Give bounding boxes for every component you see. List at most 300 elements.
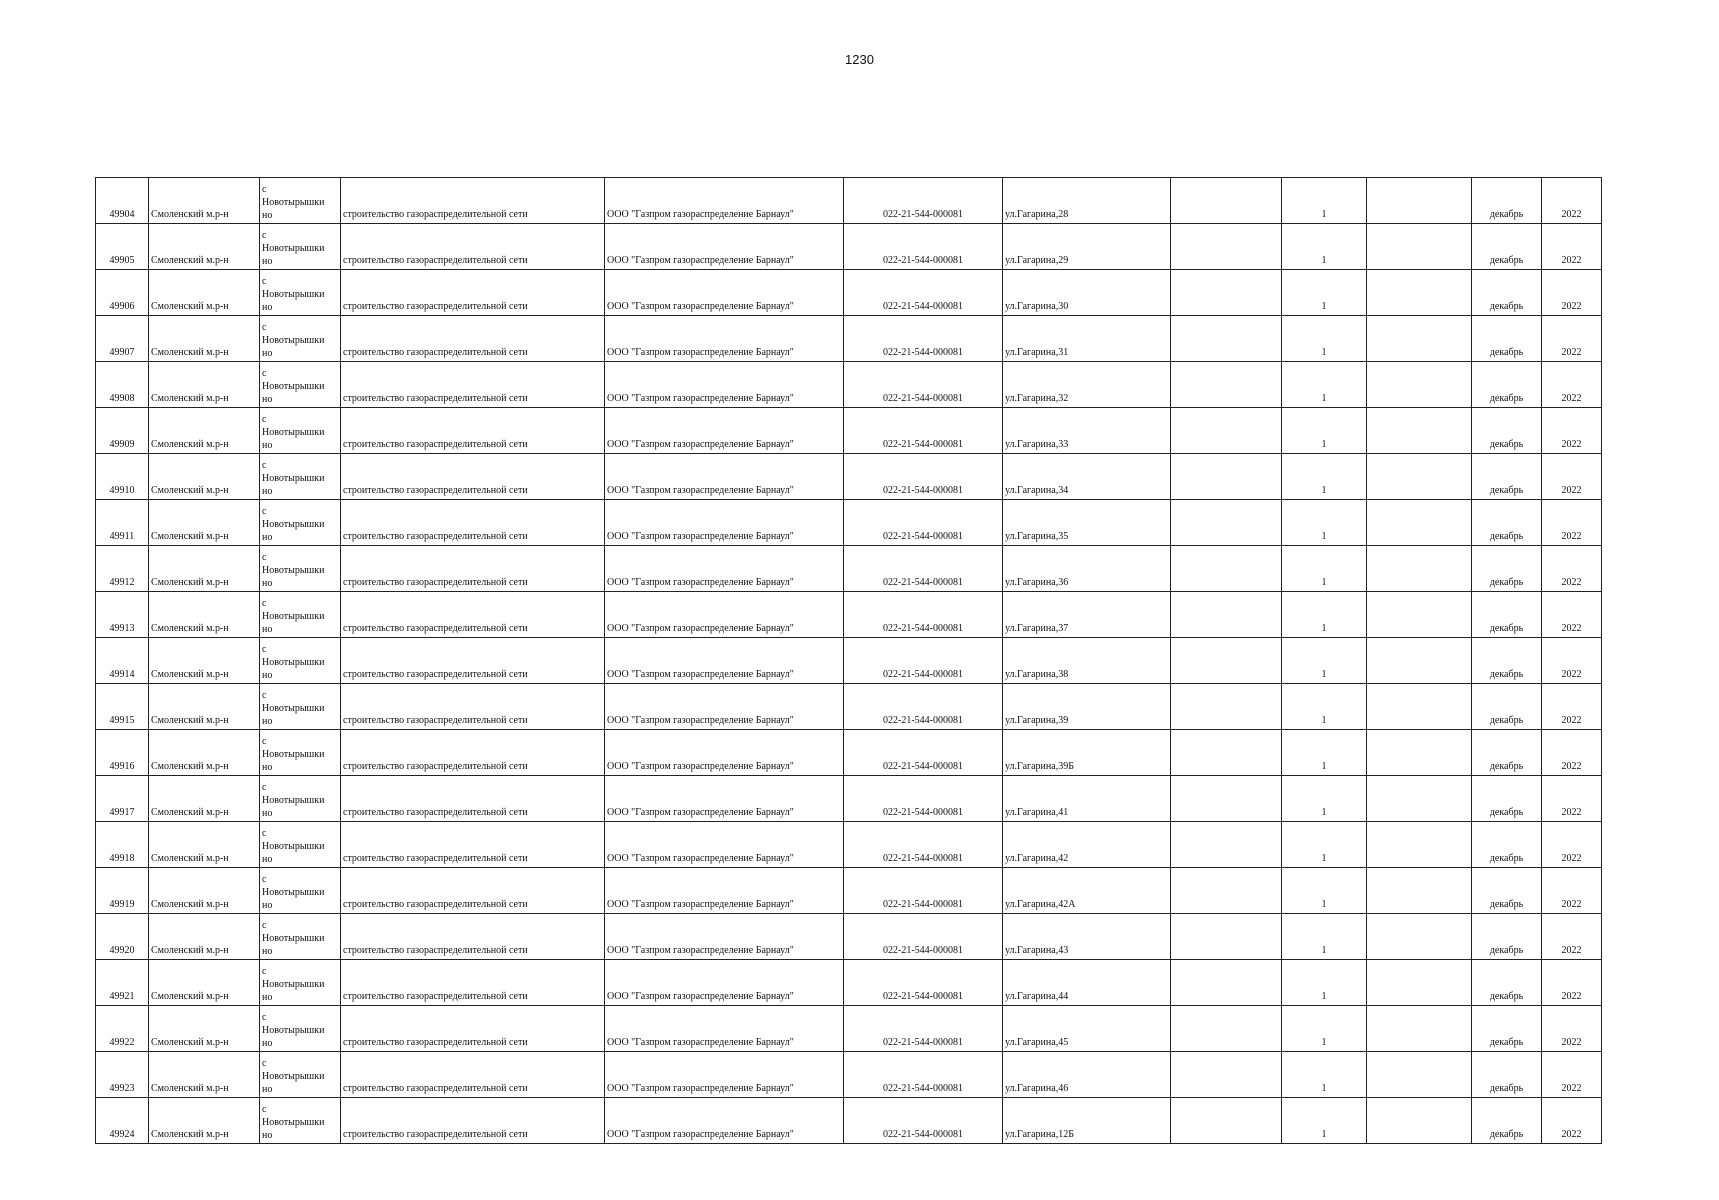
empty-cell	[1171, 362, 1282, 408]
organization-cell: ООО "Газпром газораспределение Барнаул"	[605, 1052, 844, 1098]
month-cell: декабрь	[1472, 270, 1542, 316]
row-id-cell: 49922	[96, 1006, 149, 1052]
address-cell: ул.Гагарина,43	[1003, 914, 1171, 960]
empty-cell	[1367, 1006, 1472, 1052]
locality-line: с	[262, 828, 267, 839]
year-cell: 2022	[1542, 224, 1602, 270]
district-cell: Смоленский м.р-н	[149, 730, 260, 776]
locality-line: но	[262, 900, 273, 911]
locality-line: с	[262, 322, 267, 333]
organization-cell: ООО "Газпром газораспределение Барнаул"	[605, 546, 844, 592]
address-cell: ул.Гагарина,44	[1003, 960, 1171, 1006]
year-cell: 2022	[1542, 822, 1602, 868]
row-id-cell: 49916	[96, 730, 149, 776]
month-cell: декабрь	[1472, 960, 1542, 1006]
month-cell: декабрь	[1472, 684, 1542, 730]
work-type-cell: строительство газораспределительной сети	[341, 592, 605, 638]
locality-cell	[260, 822, 341, 868]
table-row	[96, 730, 1602, 776]
locality-line: Новотырышки	[262, 749, 325, 760]
work-type-cell: строительство газораспределительной сети	[341, 684, 605, 730]
locality-cell	[260, 960, 341, 1006]
year-cell: 2022	[1542, 546, 1602, 592]
table-row	[96, 408, 1602, 454]
year-cell: 2022	[1542, 408, 1602, 454]
district-cell: Смоленский м.р-н	[149, 592, 260, 638]
district-cell: Смоленский м.р-н	[149, 454, 260, 500]
locality-cell	[260, 362, 341, 408]
district-cell: Смоленский м.р-н	[149, 822, 260, 868]
empty-cell	[1171, 730, 1282, 776]
locality-line: Новотырышки	[262, 795, 325, 806]
locality-line: но	[262, 440, 273, 451]
locality-cell	[260, 408, 341, 454]
district-cell: Смоленский м.р-н	[149, 178, 260, 224]
work-type-cell: строительство газораспределительной сети	[341, 1052, 605, 1098]
year-cell: 2022	[1542, 362, 1602, 408]
locality-line: с	[262, 1012, 267, 1023]
work-type-cell: строительство газораспределительной сети	[341, 960, 605, 1006]
month-cell: декабрь	[1472, 546, 1542, 592]
year-cell: 2022	[1542, 592, 1602, 638]
empty-cell	[1367, 638, 1472, 684]
year-cell: 2022	[1542, 776, 1602, 822]
row-id-cell: 49911	[96, 500, 149, 546]
work-type-cell: строительство газораспределительной сети	[341, 362, 605, 408]
table-row	[96, 316, 1602, 362]
organization-cell: ООО "Газпром газораспределение Барнаул"	[605, 270, 844, 316]
project-code-cell: 022-21-544-000081	[844, 960, 1003, 1006]
locality-line: с	[262, 414, 267, 425]
records-table	[95, 177, 1602, 1144]
month-cell: декабрь	[1472, 362, 1542, 408]
district-cell: Смоленский м.р-н	[149, 316, 260, 362]
address-cell: ул.Гагарина,41	[1003, 776, 1171, 822]
locality-line: с	[262, 1104, 267, 1115]
locality-line: но	[262, 670, 273, 681]
year-cell: 2022	[1542, 454, 1602, 500]
locality-line: Новотырышки	[262, 197, 325, 208]
locality-cell	[260, 592, 341, 638]
count-cell: 1	[1282, 1052, 1367, 1098]
project-code-cell: 022-21-544-000081	[844, 592, 1003, 638]
count-cell: 1	[1282, 454, 1367, 500]
project-code-cell: 022-21-544-000081	[844, 500, 1003, 546]
locality-line: но	[262, 992, 273, 1003]
empty-cell	[1367, 224, 1472, 270]
district-cell: Смоленский м.р-н	[149, 500, 260, 546]
year-cell: 2022	[1542, 914, 1602, 960]
locality-line: но	[262, 624, 273, 635]
locality-cell	[260, 500, 341, 546]
locality-line: Новотырышки	[262, 1071, 325, 1082]
locality-line: с	[262, 644, 267, 655]
year-cell: 2022	[1542, 638, 1602, 684]
district-cell: Смоленский м.р-н	[149, 1098, 260, 1144]
locality-line: но	[262, 1084, 273, 1095]
page-number: 1230	[845, 52, 874, 67]
count-cell: 1	[1282, 1006, 1367, 1052]
row-id-cell: 49915	[96, 684, 149, 730]
locality-cell	[260, 1098, 341, 1144]
empty-cell	[1367, 776, 1472, 822]
address-cell: ул.Гагарина,29	[1003, 224, 1171, 270]
locality-line: с	[262, 276, 267, 287]
locality-cell	[260, 684, 341, 730]
month-cell: декабрь	[1472, 592, 1542, 638]
count-cell: 1	[1282, 822, 1367, 868]
work-type-cell: строительство газораспределительной сети	[341, 500, 605, 546]
locality-line: с	[262, 736, 267, 747]
year-cell: 2022	[1542, 270, 1602, 316]
locality-line: Новотырышки	[262, 611, 325, 622]
empty-cell	[1171, 822, 1282, 868]
empty-cell	[1171, 638, 1282, 684]
table-row	[96, 592, 1602, 638]
table-row	[96, 178, 1602, 224]
empty-cell	[1367, 592, 1472, 638]
work-type-cell: строительство газораспределительной сети	[341, 178, 605, 224]
locality-line: Новотырышки	[262, 1117, 325, 1128]
count-cell: 1	[1282, 408, 1367, 454]
organization-cell: ООО "Газпром газораспределение Барнаул"	[605, 408, 844, 454]
work-type-cell: строительство газораспределительной сети	[341, 454, 605, 500]
locality-line: с	[262, 460, 267, 471]
locality-cell	[260, 270, 341, 316]
table-row	[96, 224, 1602, 270]
locality-line: Новотырышки	[262, 335, 325, 346]
district-cell: Смоленский м.р-н	[149, 270, 260, 316]
organization-cell: ООО "Газпром газораспределение Барнаул"	[605, 822, 844, 868]
month-cell: декабрь	[1472, 408, 1542, 454]
work-type-cell: строительство газораспределительной сети	[341, 408, 605, 454]
row-id-cell: 49912	[96, 546, 149, 592]
project-code-cell: 022-21-544-000081	[844, 868, 1003, 914]
count-cell: 1	[1282, 684, 1367, 730]
row-id-cell: 49908	[96, 362, 149, 408]
address-cell: ул.Гагарина,39Б	[1003, 730, 1171, 776]
organization-cell: ООО "Газпром газораспределение Барнаул"	[605, 500, 844, 546]
locality-line: с	[262, 874, 267, 885]
empty-cell	[1171, 868, 1282, 914]
locality-line: Новотырышки	[262, 933, 325, 944]
district-cell: Смоленский м.р-н	[149, 638, 260, 684]
count-cell: 1	[1282, 592, 1367, 638]
locality-line: но	[262, 1038, 273, 1049]
count-cell: 1	[1282, 178, 1367, 224]
locality-line: но	[262, 302, 273, 313]
address-cell: ул.Гагарина,35	[1003, 500, 1171, 546]
locality-line: Новотырышки	[262, 565, 325, 576]
work-type-cell: строительство газораспределительной сети	[341, 546, 605, 592]
table-row	[96, 270, 1602, 316]
project-code-cell: 022-21-544-000081	[844, 776, 1003, 822]
project-code-cell: 022-21-544-000081	[844, 684, 1003, 730]
row-id-cell: 49913	[96, 592, 149, 638]
empty-cell	[1367, 684, 1472, 730]
month-cell: декабрь	[1472, 822, 1542, 868]
district-cell: Смоленский м.р-н	[149, 960, 260, 1006]
locality-line: с	[262, 230, 267, 241]
row-id-cell: 49906	[96, 270, 149, 316]
address-cell: ул.Гагарина,36	[1003, 546, 1171, 592]
project-code-cell: 022-21-544-000081	[844, 914, 1003, 960]
locality-line: Новотырышки	[262, 243, 325, 254]
locality-line: с	[262, 920, 267, 931]
year-cell: 2022	[1542, 868, 1602, 914]
empty-cell	[1367, 270, 1472, 316]
month-cell: декабрь	[1472, 914, 1542, 960]
empty-cell	[1171, 500, 1282, 546]
project-code-cell: 022-21-544-000081	[844, 546, 1003, 592]
month-cell: декабрь	[1472, 500, 1542, 546]
month-cell: декабрь	[1472, 1052, 1542, 1098]
work-type-cell: строительство газораспределительной сети	[341, 1098, 605, 1144]
district-cell: Смоленский м.р-н	[149, 914, 260, 960]
organization-cell: ООО "Газпром газораспределение Барнаул"	[605, 178, 844, 224]
address-cell: ул.Гагарина,46	[1003, 1052, 1171, 1098]
count-cell: 1	[1282, 500, 1367, 546]
year-cell: 2022	[1542, 500, 1602, 546]
table-row	[96, 1052, 1602, 1098]
locality-line: Новотырышки	[262, 979, 325, 990]
work-type-cell: строительство газораспределительной сети	[341, 270, 605, 316]
count-cell: 1	[1282, 1098, 1367, 1144]
organization-cell: ООО "Газпром газораспределение Барнаул"	[605, 362, 844, 408]
table-row	[96, 1098, 1602, 1144]
district-cell: Смоленский м.р-н	[149, 1006, 260, 1052]
year-cell: 2022	[1542, 960, 1602, 1006]
count-cell: 1	[1282, 638, 1367, 684]
locality-line: Новотырышки	[262, 703, 325, 714]
locality-line: с	[262, 782, 267, 793]
locality-cell	[260, 178, 341, 224]
locality-line: но	[262, 808, 273, 819]
locality-line: с	[262, 368, 267, 379]
empty-cell	[1171, 408, 1282, 454]
locality-cell	[260, 224, 341, 270]
month-cell: декабрь	[1472, 454, 1542, 500]
month-cell: декабрь	[1472, 730, 1542, 776]
table-row	[96, 868, 1602, 914]
locality-line: с	[262, 690, 267, 701]
table-row	[96, 1006, 1602, 1052]
table-row	[96, 454, 1602, 500]
work-type-cell: строительство газораспределительной сети	[341, 1006, 605, 1052]
empty-cell	[1367, 914, 1472, 960]
district-cell: Смоленский м.р-н	[149, 1052, 260, 1098]
locality-line: но	[262, 394, 273, 405]
empty-cell	[1367, 362, 1472, 408]
row-id-cell: 49919	[96, 868, 149, 914]
empty-cell	[1171, 316, 1282, 362]
locality-line: но	[262, 578, 273, 589]
empty-cell	[1171, 960, 1282, 1006]
row-id-cell: 49909	[96, 408, 149, 454]
organization-cell: ООО "Газпром газораспределение Барнаул"	[605, 316, 844, 362]
locality-line: Новотырышки	[262, 1025, 325, 1036]
locality-line: с	[262, 966, 267, 977]
empty-cell	[1367, 408, 1472, 454]
month-cell: декабрь	[1472, 868, 1542, 914]
empty-cell	[1367, 960, 1472, 1006]
empty-cell	[1171, 776, 1282, 822]
locality-cell	[260, 868, 341, 914]
row-id-cell: 49910	[96, 454, 149, 500]
year-cell: 2022	[1542, 684, 1602, 730]
table-row	[96, 638, 1602, 684]
month-cell: декабрь	[1472, 224, 1542, 270]
organization-cell: ООО "Газпром газораспределение Барнаул"	[605, 592, 844, 638]
locality-line: но	[262, 1130, 273, 1141]
empty-cell	[1367, 500, 1472, 546]
locality-line: но	[262, 946, 273, 957]
empty-cell	[1171, 592, 1282, 638]
district-cell: Смоленский м.р-н	[149, 776, 260, 822]
project-code-cell: 022-21-544-000081	[844, 454, 1003, 500]
empty-cell	[1367, 730, 1472, 776]
locality-line: но	[262, 762, 273, 773]
table-row	[96, 776, 1602, 822]
locality-cell	[260, 914, 341, 960]
empty-cell	[1171, 914, 1282, 960]
organization-cell: ООО "Газпром газораспределение Барнаул"	[605, 224, 844, 270]
district-cell: Смоленский м.р-н	[149, 408, 260, 454]
row-id-cell: 49924	[96, 1098, 149, 1144]
locality-line: но	[262, 256, 273, 267]
empty-cell	[1367, 1052, 1472, 1098]
address-cell: ул.Гагарина,32	[1003, 362, 1171, 408]
empty-cell	[1171, 224, 1282, 270]
month-cell: декабрь	[1472, 1006, 1542, 1052]
year-cell: 2022	[1542, 1098, 1602, 1144]
empty-cell	[1171, 178, 1282, 224]
organization-cell: ООО "Газпром газораспределение Барнаул"	[605, 454, 844, 500]
locality-line: Новотырышки	[262, 427, 325, 438]
month-cell: декабрь	[1472, 178, 1542, 224]
year-cell: 2022	[1542, 178, 1602, 224]
empty-cell	[1171, 1052, 1282, 1098]
organization-cell: ООО "Газпром газораспределение Барнаул"	[605, 776, 844, 822]
table-row	[96, 960, 1602, 1006]
empty-cell	[1367, 822, 1472, 868]
table-row	[96, 546, 1602, 592]
project-code-cell: 022-21-544-000081	[844, 1098, 1003, 1144]
organization-cell: ООО "Газпром газораспределение Барнаул"	[605, 1006, 844, 1052]
year-cell: 2022	[1542, 730, 1602, 776]
table-row	[96, 822, 1602, 868]
locality-cell	[260, 546, 341, 592]
locality-line: Новотырышки	[262, 381, 325, 392]
locality-line: Новотырышки	[262, 657, 325, 668]
district-cell: Смоленский м.р-н	[149, 224, 260, 270]
row-id-cell: 49917	[96, 776, 149, 822]
row-id-cell: 49904	[96, 178, 149, 224]
locality-cell	[260, 776, 341, 822]
locality-cell	[260, 638, 341, 684]
work-type-cell: строительство газораспределительной сети	[341, 638, 605, 684]
project-code-cell: 022-21-544-000081	[844, 730, 1003, 776]
empty-cell	[1367, 454, 1472, 500]
address-cell: ул.Гагарина,39	[1003, 684, 1171, 730]
address-cell: ул.Гагарина,28	[1003, 178, 1171, 224]
work-type-cell: строительство газораспределительной сети	[341, 914, 605, 960]
count-cell: 1	[1282, 960, 1367, 1006]
empty-cell	[1171, 454, 1282, 500]
project-code-cell: 022-21-544-000081	[844, 316, 1003, 362]
project-code-cell: 022-21-544-000081	[844, 362, 1003, 408]
row-id-cell: 49920	[96, 914, 149, 960]
locality-cell	[260, 316, 341, 362]
organization-cell: ООО "Газпром газораспределение Барнаул"	[605, 638, 844, 684]
count-cell: 1	[1282, 224, 1367, 270]
row-id-cell: 49905	[96, 224, 149, 270]
organization-cell: ООО "Газпром газораспределение Барнаул"	[605, 868, 844, 914]
table-row	[96, 500, 1602, 546]
organization-cell: ООО "Газпром газораспределение Барнаул"	[605, 684, 844, 730]
month-cell: декабрь	[1472, 1098, 1542, 1144]
locality-line: Новотырышки	[262, 887, 325, 898]
empty-cell	[1367, 546, 1472, 592]
empty-cell	[1367, 868, 1472, 914]
address-cell: ул.Гагарина,45	[1003, 1006, 1171, 1052]
organization-cell: ООО "Газпром газораспределение Барнаул"	[605, 1098, 844, 1144]
locality-line: с	[262, 506, 267, 517]
work-type-cell: строительство газораспределительной сети	[341, 730, 605, 776]
locality-line: с	[262, 552, 267, 563]
locality-line: но	[262, 348, 273, 359]
work-type-cell: строительство газораспределительной сети	[341, 224, 605, 270]
address-cell: ул.Гагарина,42	[1003, 822, 1171, 868]
count-cell: 1	[1282, 868, 1367, 914]
empty-cell	[1367, 316, 1472, 362]
district-cell: Смоленский м.р-н	[149, 684, 260, 730]
count-cell: 1	[1282, 776, 1367, 822]
empty-cell	[1171, 270, 1282, 316]
locality-line: с	[262, 184, 267, 195]
project-code-cell: 022-21-544-000081	[844, 178, 1003, 224]
table-row	[96, 914, 1602, 960]
count-cell: 1	[1282, 730, 1367, 776]
district-cell: Смоленский м.р-н	[149, 362, 260, 408]
locality-line: с	[262, 598, 267, 609]
row-id-cell: 49921	[96, 960, 149, 1006]
address-cell: ул.Гагарина,33	[1003, 408, 1171, 454]
empty-cell	[1171, 1006, 1282, 1052]
address-cell: ул.Гагарина,30	[1003, 270, 1171, 316]
project-code-cell: 022-21-544-000081	[844, 822, 1003, 868]
locality-line: но	[262, 854, 273, 865]
project-code-cell: 022-21-544-000081	[844, 1052, 1003, 1098]
address-cell: ул.Гагарина,42А	[1003, 868, 1171, 914]
work-type-cell: строительство газораспределительной сети	[341, 776, 605, 822]
project-code-cell: 022-21-544-000081	[844, 638, 1003, 684]
district-cell: Смоленский м.р-н	[149, 868, 260, 914]
locality-line: Новотырышки	[262, 841, 325, 852]
count-cell: 1	[1282, 546, 1367, 592]
address-cell: ул.Гагарина,31	[1003, 316, 1171, 362]
locality-line: Новотырышки	[262, 289, 325, 300]
work-type-cell: строительство газораспределительной сети	[341, 316, 605, 362]
count-cell: 1	[1282, 362, 1367, 408]
year-cell: 2022	[1542, 316, 1602, 362]
locality-cell	[260, 454, 341, 500]
row-id-cell: 49907	[96, 316, 149, 362]
organization-cell: ООО "Газпром газораспределение Барнаул"	[605, 960, 844, 1006]
project-code-cell: 022-21-544-000081	[844, 224, 1003, 270]
address-cell: ул.Гагарина,12Б	[1003, 1098, 1171, 1144]
work-type-cell: строительство газораспределительной сети	[341, 822, 605, 868]
